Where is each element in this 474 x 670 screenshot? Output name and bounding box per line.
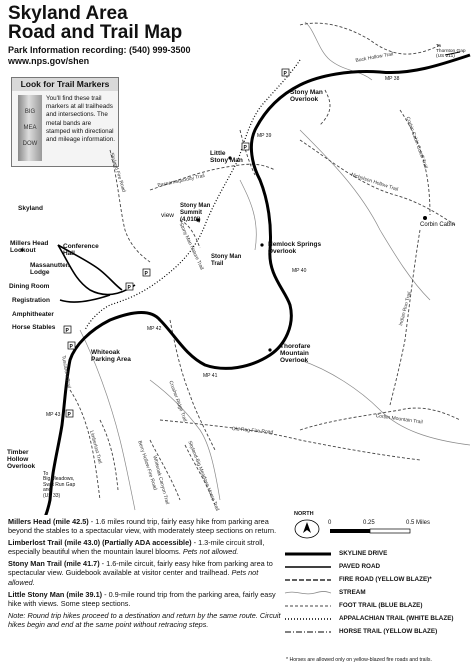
label-massanutten-lodge: Massanutten Lodge [30, 262, 70, 276]
label-millers-head: Millers Head Lookout [10, 240, 49, 254]
label-amphitheater: Amphitheater [12, 311, 54, 318]
phone-info: Park Information recording: (540) 999-3500 [8, 45, 191, 55]
label-old-rag-fire-road: Old Rag Fire Road [231, 426, 274, 436]
hike-footnote: Note: Round trip hikes proceed to a destination and return by the same route. Circuit hikes begin and end at the same point without retracing steps. [8, 610, 281, 629]
label-little-stony-man: Little Stony Man [210, 150, 243, 164]
legend-fire-road: FIRE ROAD (YELLOW BLAZE)* [339, 576, 432, 583]
parking-icon: P [243, 145, 247, 151]
scale-tick-05: 0.5 Miles [406, 520, 431, 526]
label-skyland-big-meadows: Skyland-Big Meadows Horse Trail [186, 440, 221, 512]
label-hemlock-springs: Hemlock Springs Overlook [268, 241, 322, 255]
label-tuscarora: Tuscarora Trail [60, 355, 72, 389]
label-registration: Registration [12, 297, 50, 304]
label-stony-man-trail: Stony Man Trail [211, 254, 242, 267]
legend-horse-trail: HORSE TRAIL (YELLOW BLAZE) [339, 628, 438, 635]
website-link[interactable]: www.nps.gov/shen [8, 56, 90, 66]
label-skyland: Skyland [18, 205, 43, 212]
legend-skyline-drive: SKYLINE DRIVE [339, 550, 388, 557]
label-passamaquoddy: Passamaquoddy Trail [157, 173, 206, 189]
label-buck-hollow: Buck Hollow Trail [355, 51, 394, 64]
label-horse-stables: Horse Stables [12, 324, 56, 331]
title-line-2: Road and Trail Map [8, 22, 183, 43]
legend-footnote: * Horses are allowed only on yellow-blazed fire roads and trails. [286, 657, 432, 663]
scale-bar-graphic [330, 528, 440, 534]
hike-description: Millers Head (mile 42.5) - 1.6 miles round trip, fairly easy hike from parking area beyond the stables to a spectacular view, with moderately steep sections on return. [8, 517, 277, 536]
trail-marker-text: You'll find these trail markers at all trailheads and intersections. The metal bands are stamped with directional and mileage information. [46, 95, 115, 144]
parking-icon: P [67, 412, 71, 418]
label-stony-man-summit: Stony Man Summit (4,010') [180, 203, 211, 223]
legend-appalachian-trail: APPALACHIAN TRAIL (WHITE BLAZE) [339, 615, 454, 622]
label-to-big-meadows: To Big Meadows, Swift Run Gap and (US 33) [43, 471, 76, 499]
scale-tick-025: 0.25 [363, 520, 375, 526]
label-corbin-cabin: Corbin Cabin [420, 222, 456, 228]
hike-description: Stony Man Trail (mile 41.7) - 1.6-mile circuit, fairly easy hike from parking area to spectacular view. Guidebook available at visitor center and trailhead. Pets not allowed. [8, 559, 273, 587]
old-rag-fire-road [160, 420, 420, 460]
title-line-1: Skyland Area [8, 3, 128, 24]
milepost-42: MP 42 [147, 326, 162, 332]
corbin-cabin-marker [423, 216, 427, 220]
parking-icon: P [69, 344, 73, 350]
legend-paved-road: PAVED ROAD [339, 563, 381, 570]
milepost-41: MP 41 [203, 373, 218, 379]
north-label: NORTH [294, 511, 314, 517]
label-stony-man-nature: Stony Man Nature Trail [177, 222, 205, 271]
label-conference-hall: Conference Hall [63, 243, 99, 257]
scale-bar [294, 511, 470, 545]
legend-stream: STREAM [283, 587, 471, 599]
label-dining-room: Dining Room [9, 283, 50, 290]
paved-road [60, 295, 110, 302]
label-indian-run: Indian Run Trail [398, 291, 413, 327]
milepost-40: MP 40 [292, 268, 307, 274]
limberlost-trail [100, 420, 118, 490]
appalachian-trail [85, 60, 300, 330]
label-thorofare-overlook: Thorofare Mountain Overlook [280, 343, 311, 364]
label-crusher-ridge: Crusher Ridge Trail [167, 380, 188, 423]
label-skyland-fire-road: Skyland Fire Road [108, 152, 127, 193]
label-nicholson-hollow: Nicholson Hollow Trail [350, 172, 399, 193]
milepost-38: MP 38 [385, 76, 400, 82]
parking-icon: P [283, 71, 287, 77]
label-to-thornton-gap: To Thornton Gap (US 211) [436, 44, 466, 59]
label-timber-hollow: Timber Hollow Overlook [7, 449, 36, 470]
stream-path [240, 180, 256, 250]
hike-description: Little Stony Man (mile 39.1) - 0.9-mile round trip from the parking area, fairly easy hike with views. Some steep sections. [8, 589, 276, 608]
scale-tick-0: 0 [328, 520, 332, 526]
label-whiteoak-canyon: Whiteoak Canyon Trail [151, 455, 171, 506]
label-corbin-mountain: Corbin Mountain Trail [375, 413, 424, 426]
label-corbin-cabin-cutoff: Corbin Cabin Cutoff Trail [404, 116, 429, 170]
label-berry-hollow: Berry Hollow Fire Road [136, 440, 158, 492]
parking-icon: P [144, 271, 148, 277]
upper-trail [300, 23, 440, 54]
hike-descriptions [8, 517, 282, 632]
label-view: view [161, 212, 175, 219]
legend-foot-trail: FOOT TRAIL (BLUE BLAZE) [339, 602, 423, 609]
label-stony-man-overlook: Stony Man Overlook [290, 89, 323, 103]
streams [80, 22, 470, 510]
milepost-39: MP 39 [257, 133, 272, 139]
parking-icon: P [127, 285, 131, 291]
stream-path [300, 130, 430, 300]
label-limberlost: Limberlost Trail [88, 430, 103, 465]
label-whiteoak-parking: Whiteoak Parking Area [91, 349, 131, 363]
trail-marker-heading: Look for Trail Markers [12, 78, 118, 91]
parking-icon: P [65, 328, 69, 334]
hike-description: Limberlost Trail (mile 43.0) (Partially ADA accessible) - 1.3-mile circuit stroll, especially beautiful when the mountain laurel blooms. Pets not allowed. [8, 538, 265, 557]
milepost-43: MP 43 [46, 412, 61, 418]
north-arrow-icon [294, 519, 320, 541]
trail-marker-post-image: BIG MEA DOW [18, 95, 42, 161]
thorofare-marker [268, 348, 271, 351]
stream-path [300, 360, 470, 445]
hemlock-marker [260, 243, 263, 246]
